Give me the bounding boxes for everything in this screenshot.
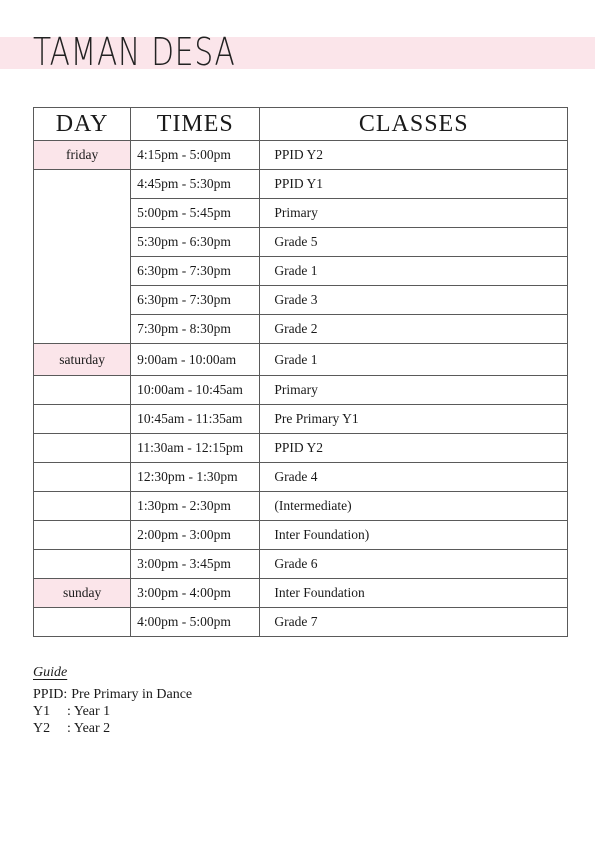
- time-cell: 4:45pm - 5:30pm: [131, 170, 260, 199]
- time-cell: 4:15pm - 5:00pm: [131, 141, 260, 170]
- time-cell: 3:00pm - 4:00pm: [131, 579, 260, 608]
- day-cell-empty: [34, 521, 131, 550]
- day-cell-empty: [34, 228, 131, 257]
- table-row: [34, 579, 568, 608]
- guide-abbreviation: PPID:: [33, 687, 68, 702]
- page-title: TAMAN DESA: [33, 30, 236, 74]
- column-header-times: TIMES: [131, 108, 260, 141]
- class-cell: Grade 1: [260, 257, 568, 286]
- day-cell-empty: [34, 550, 131, 579]
- time-cell: 10:45am - 11:35am: [131, 405, 260, 434]
- time-cell: 11:30am - 12:15pm: [131, 434, 260, 463]
- table-row: [34, 434, 568, 463]
- class-cell: Grade 7: [260, 608, 568, 637]
- class-cell: Grade 1: [260, 344, 568, 376]
- table-row: [34, 315, 568, 344]
- time-cell: 10:00am - 10:45am: [131, 376, 260, 405]
- day-cell-empty: [34, 608, 131, 637]
- class-cell: (Intermediate): [260, 492, 568, 521]
- class-cell: Inter Foundation): [260, 521, 568, 550]
- table-row: [34, 199, 568, 228]
- table-row: [34, 376, 568, 405]
- time-cell: 5:00pm - 5:45pm: [131, 199, 260, 228]
- day-cell-empty: [34, 315, 131, 344]
- table-row: [34, 608, 568, 637]
- class-cell: Grade 5: [260, 228, 568, 257]
- day-cell-empty: [34, 170, 131, 199]
- column-header-day: DAY: [34, 108, 131, 141]
- guide-meaning: Pre Primary in Dance: [71, 687, 193, 702]
- class-cell: Grade 6: [260, 550, 568, 579]
- time-cell: 1:30pm - 2:30pm: [131, 492, 260, 521]
- schedule-table: [33, 107, 568, 637]
- class-cell: Primary: [260, 376, 568, 405]
- table-row: [34, 550, 568, 579]
- guide-abbreviation: Y1: [33, 704, 51, 719]
- guide-heading: Guide: [33, 665, 68, 680]
- class-cell: Pre Primary Y1: [260, 405, 568, 434]
- guide-list: [33, 686, 192, 737]
- guide-section: [33, 664, 192, 737]
- day-cell-empty: [34, 376, 131, 405]
- guide-abbreviation: Y2: [33, 721, 51, 736]
- time-cell: 6:30pm - 7:30pm: [131, 257, 260, 286]
- time-cell: 9:00am - 10:00am: [131, 344, 260, 376]
- day-cell-empty: [34, 286, 131, 315]
- day-cell-empty: [34, 199, 131, 228]
- schedule-body: [34, 141, 568, 637]
- time-cell: 12:30pm - 1:30pm: [131, 463, 260, 492]
- guide-meaning: : Year 2: [67, 721, 111, 736]
- time-cell: 7:30pm - 8:30pm: [131, 315, 260, 344]
- class-cell: PPID Y1: [260, 170, 568, 199]
- table-row: [34, 405, 568, 434]
- table-row: [34, 141, 568, 170]
- table-header-row: [34, 108, 568, 141]
- time-cell: 5:30pm - 6:30pm: [131, 228, 260, 257]
- table-row: [34, 521, 568, 550]
- guide-item: [33, 686, 192, 703]
- class-cell: PPID Y2: [260, 141, 568, 170]
- day-label: friday: [34, 141, 131, 170]
- guide-item: [33, 703, 192, 720]
- time-cell: 2:00pm - 3:00pm: [131, 521, 260, 550]
- day-cell-empty: [34, 492, 131, 521]
- column-header-classes: CLASSES: [260, 108, 568, 141]
- class-cell: Inter Foundation: [260, 579, 568, 608]
- day-cell-empty: [34, 257, 131, 286]
- time-cell: 6:30pm - 7:30pm: [131, 286, 260, 315]
- day-cell-empty: [34, 463, 131, 492]
- table-row: [34, 344, 568, 376]
- table-row: [34, 463, 568, 492]
- table-row: [34, 492, 568, 521]
- day-label: saturday: [34, 344, 131, 376]
- table-row: [34, 170, 568, 199]
- day-cell-empty: [34, 434, 131, 463]
- class-cell: PPID Y2: [260, 434, 568, 463]
- table-row: [34, 286, 568, 315]
- guide-meaning: : Year 1: [67, 704, 111, 719]
- day-label: sunday: [34, 579, 131, 608]
- table-row: [34, 228, 568, 257]
- class-cell: Primary: [260, 199, 568, 228]
- class-cell: Grade 3: [260, 286, 568, 315]
- time-cell: 3:00pm - 3:45pm: [131, 550, 260, 579]
- day-cell-empty: [34, 405, 131, 434]
- time-cell: 4:00pm - 5:00pm: [131, 608, 260, 637]
- guide-item: [33, 720, 192, 737]
- class-cell: Grade 2: [260, 315, 568, 344]
- class-cell: Grade 4: [260, 463, 568, 492]
- table-row: [34, 257, 568, 286]
